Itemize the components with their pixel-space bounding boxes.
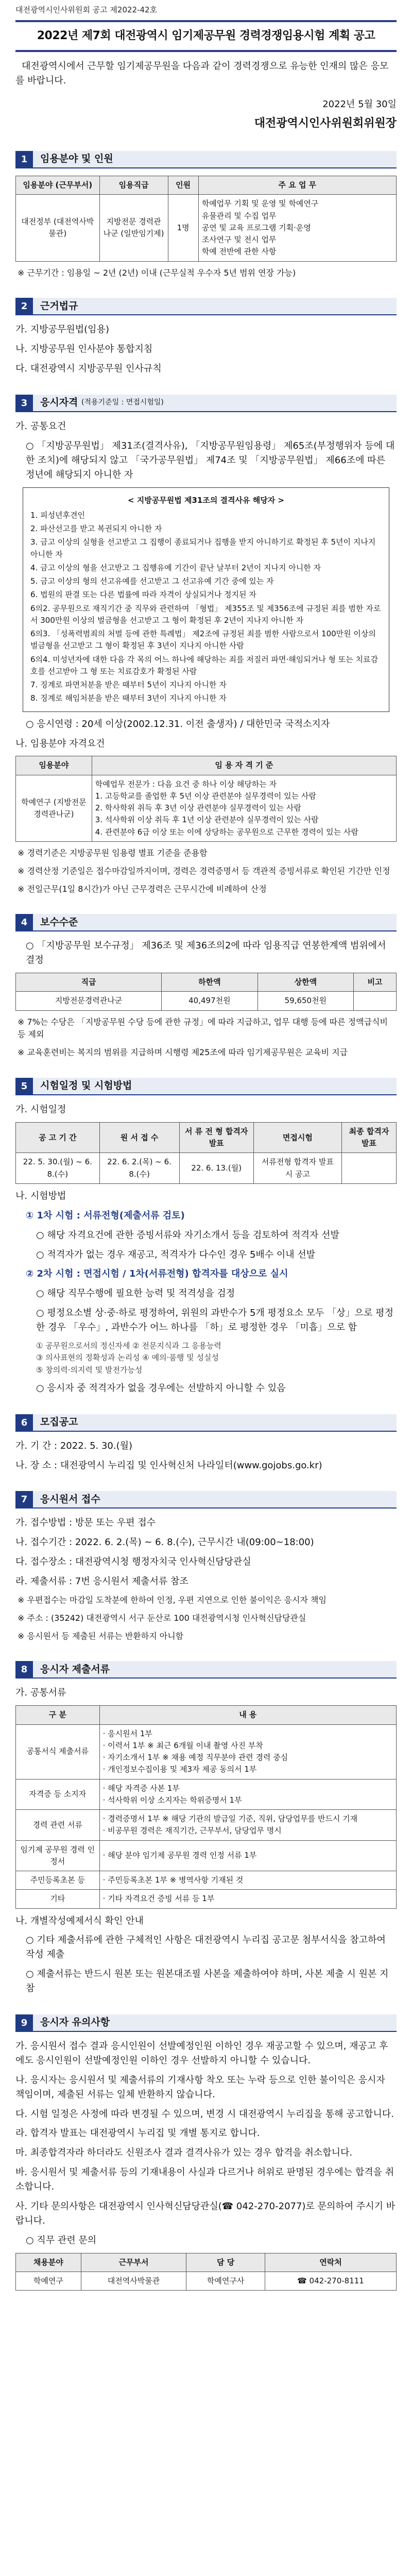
section-header-6: 6 모집공고	[15, 1414, 397, 1432]
recruitment-table: 임용분야 (근무부서) 임용직급 인원 주 요 업 무 대전정부 (대전역사박물관) 지방전문 경력관나군 (일반임기제) 1명 학예업무 기획 및 운영 및 학예연구 유물관리 및 수집 업무 공연 및 교육 프로그램 기획·운영 조사연구 및 전시 업무 학예 전반에 관한 사항	[15, 176, 397, 262]
section-header-7: 7 응시원서 접수	[15, 1491, 397, 1509]
documents-table: 구 분 내 용 공통서식 제출서류 · 응시원서 1부 · 이력서 1부 ※ 최근 6개월 이내 촬영 사진 부착 · 자기소개서 1부 ※ 채용 예정 직무분야 관련 경력 중심 · 개인정보수집이용 및 제3자 제공 동의서 1부 자격증 등 소지자 · 해당 자격증 사본 1부 · 석사학위 이상 소지자는 학위증명서 1부 경력 관련 서류 · 경력증명서 1부 ※ 해당 기관의 발급일 기준, 직위, 담당업무를 반드시 기재 · 비공무원 경력은 재직기간, 근무부서, 담당업무 명시 임기제 공무원 경력 인정서 · 해당 분야 임기제 공무원 경력 인정 서류 1부 주민등록초본 등 · 주민등록초본 1부 ※ 병역사항 기재된 것 기타 · 기타 자격요건 증빙 서류 등 1부	[15, 1705, 397, 1908]
notice-page: 대전광역시인사위원회 공고 제2022-42호 2022년 제7회 대전광역시 임기제공무원 경력경쟁임용시험 계획 공고 대전광역시에서 근무할 임기제공무원을 다음과 같이 경력경쟁으로 유능한 인재의 많은 응모를 바랍니다. 2022년 5월 30일 대전광역시인사위원회위원장 1 임용분야 및 인원 임용분야 (근무부서) 임용직급 인원 주 요 업 무 대전정부 (대전역사박물관) 지방전문 경력관나군 (일반임기제) 1명 학예업무 기획 및 운영 및 학예연구 유물관리 및 수집 업무 공연 및 교육 프로그램 기획·운영 조사연구 및 전시 업무 학예 전반에 관한 사항 ※ 근무기간 : 임용일 ~ 2년 (2년) 이내 (근무실적 우수자 5년 범위 연장 가능) 2 근거법규 가. 지방공무원법(임용) 나. 지방공무원 인사분야 통합지침 다. 대전광역시 지방공무원 인사규칙 3 응시자격 (적용기준일 : 면접시험일) 가. 공통요건 ○ 「지방공무원법」 제31조(결격사유), 「지방공무원임용령」 제65조(부정행위자 등에 대한 조치)에 해당되지 않고 「국가공무원법」 제74조 및 「지방공무원법」 제66조에 따른 정년에 해당되지 아니한 자 < 지방공무원법 제31조의 결격사유 해당자 > 1. 피성년후견인 2. 파산선고를 받고 복권되지 아니한 자 3. 금고 이상의 실형을 선고받고 그 집행이 종료되거나 집행을 받지 아니하기로 확정된 후 5년이 지나지 아니한 자 4. 금고 이상의 형을 선고받고 그 집행유예 기간이 끝난 날부터 2년이 지나지 아니한 자 5. 금고 이상의 형의 선고유예를 선고받고 그 선고유예 기간 중에 있는 자 6. 법원의 판결 또는 다른 법률에 따라 자격이 상실되거나 정지된 자 6의2. 공무원으로 재직기간 중 직무와 관련하여 「형법」 제355조 및 제356조에 규정된 죄를 범한 자로서 300만원 이상의 벌금형을 선고받고 그 형이 확정된 후 2년이 지나지 아니한 자 6의3. 「성폭력범죄의 처벌 등에 관한 특례법」 제2조에 규정된 죄를 범한 사람으로서 100만원 이상의 벌금형을 선고받고 그 형이 확정된 후 3년이 지나지 아니한 사람 6의4. 미성년자에 대한 다음 각 목의 어느 하나에 해당하는 죄를 저질러 파면·해임되거나 형 또는 치료감호를 선고받아 그 형 또는 치료감호가 확정된 사람 7. 징계로 파면처분을 받은 때부터 5년이 지나지 아니한 자 8. 징계로 해임처분을 받은 때부터 3년이 지나지 아니한 자 ○ 응시연령 : 20세 이상(2002.12.31. 이전 출생자) / 대한민국 국적소지자 나. 임용분야 자격요건 임용분야 임 용 자 격 기 준 학예연구 (지방전문경력관나군) 학예업무 전문가 : 다음 요건 중 하나 이상 해당하는 자 1. 고등학교를 졸업한 후 5년 이상 관련분야 실무경력이 있는 사람 2. 학사학위 취득 후 3년 이상 관련분야 실무경력이 있는 사람 3. 석사학위 이상 취득 후 1년 이상 관련분야 실무경력이 있는 사람 4. 관련분야 6급 이상 또는 이에 상당하는 공무원으로 근무한 경력이 있는 사람 ※ 경력기준은 지방공무원 임용령 별표 기준을 준용함 ※ 경력산정 기준일은 접수마감일까지이며, 경력은 경력증명서 등 객관적 증빙서류로 확인된 기간만 인정 ※ 전일근무(1일 8시간)가 아닌 근무경력은 근무시간에 비례하여 산정 4 보수수준 ○ 「지방공무원 보수규정」 제36조 및 제36조의2에 따라 임용직급 연봉한계액 범위에서 결정 직급 하한액 상한액 비고 지방전문경력관나군 40,497천원 59,650천원 ※ 7%는 수당은 「지방공무원 수당 등에 관한 규정」에 따라 지급하고, 업무 대행 등에 따른 정액급식비 등 제외 ※ 교육훈련비는 복지의 범위를 지급하며 시행령 제25조에 따라 임기제공무원은 교육비 지급 5 시험일정 및 시험방법 가. 시험일정 공 고 기 간 원 서 접 수 서 류 전 형 합격자 발표 면접시험 최종 합격자 발표 22. 5. 30.(월) ~ 6. 8.(수) 22. 6. 2.(목) ~ 6. 8.(수) 22. 6. 13.(월) 서류전형 합격자 발표 시 공고 나. 시험방법 ① 1차 시험 : 서류전형(제출서류 검토) ○ 해당 자격요건에 관한 증빙서류와 자기소개서 등을 검토하여 적격자 선발 ○ 적격자가 없는 경우 재공고, 적격자가 다수인 경우 5배수 이내 선발 ② 2차 시험 : 면접시험 / 1차(서류전형) 합격자를 대상으로 실시 ○ 해당 직무수행에 필요한 능력 및 적격성을 검정 ○ 평정요소별 상·중·하로 평정하여, 위원의 과반수가 5개 평정요소 모두 「상」으로 평정한 경우 「우수」, 과반수가 어느 하나를 「하」로 평정한 경우 「미흡」으로 함 ① 공무원으로서의 정신자세 ② 전문지식과 그 응용능력 ③ 의사표현의 정확성과 논리성 ④ 예의·품행 및 성실성 ⑤ 창의력·의지력 및 발전가능성 ○ 응시자 중 적격자가 없을 경우에는 선발하지 아니할 수 있음 6 모집공고 가. 기 간 : 2022. 5. 30.(월) 나. 장 소 : 대전광역시 누리집 및 인사혁신처 나라일터(www.gojobs.go.kr) 7 응시원서 접수 가. 접수방법 : 방문 또는 우편 접수 나. 접수기간 : 2022. 6. 2.(목) ~ 6. 8.(수), 근무시간 내(09:00~18:00) 다. 접수장소 : 대전광역시청 행정자치국 인사혁신담당관실 라. 제출서류 : 7번 응시원서 제출서류 참조 ※ 우편접수는 마감일 도착분에 한하여 인정, 우편 지연으로 인한 불이익은 응시자 책임 ※ 주소 : (35242) 대전광역시 서구 둔산로 100 대전광역시청 인사혁신담당관실 ※ 응시원서 등 제출된 서류는 반환하지 아니함 8 응시자 제출서류 가. 공통서류 구 분 내 용 공통서식 제출서류 · 응시원서 1부 · 이력서 1부 ※ 최근 6개월 이내 촬영 사진 부착 · 자기소개서 1부 ※ 채용 예정 직무분야 관련 경력 중심 · 개인정보수집이용 및 제3자 제공 동의서 1부 자격증 등 소지자 · 해당 자격증 사본 1부 · 석사학위 이상 소지자는 학위증명서 1부 경력 관련 서류 · 경력증명서 1부 ※ 해당 기관의 발급일 기준, 직위, 담당업무를 반드시 기재 · 비공무원 경력은 재직기간, 근무부서, 담당업무 명시 임기제 공무원 경력 인정서 · 해당 분야 임기제 공무원 경력 인정 서류 1부 주민등록초본 등 · 주민등록초본 1부 ※ 병역사항 기재된 것 기타 · 기타 자격요건 증빙 서류 등 1부 나. 개별작성예제서식 확인 안내 ○ 기타 제출서류에 관한 구체적인 사항은 대전광역시 누리집 공고문 첨부서식을 참고하여 작성 제출 ○ 제출서류는 반드시 원본 또는 원본대조필 사본을 제출하여야 하며, 사본 제출 시 원본 지참 9 응시자 유의사항 가. 응시원서 접수 결과 응시인원이 선발예정인원 이하인 경우 재공고할 수 있으며, 재공고 후에도 응시인원이 선발예정인원 이하인 경우 선발하지 아니할 수 있습니다. 나. 응시자는 응시원서 및 제출서류의 기재사항 착오 또는 누락 등으로 인한 불이익은 응시자 책임이며, 제출된 서류는 일체 반환하지 않습니다. 다. 시험 일정은 사정에 따라 변경될 수 있으며, 변경 시 대전광역시 누리집을 통해 공고합니다. 라. 합격자 발표는 대전광역시 누리집 및 개별 통지로 합니다. 마. 최종합격자라 하더라도 신원조사 결과 결격사유가 있는 경우 합격을 취소합니다. 바. 응시원서 및 제출서류 등의 기재내용이 사실과 다르거나 허위로 판명된 경우에는 합격을 취소합니다. 사. 기타 문의사항은 대전광역시 인사혁신담당관실(☎ 042-270-2077)로 문의하여 주시기 바랍니다. ○ 직무 관련 문의 채용분야 근무부서 담 당 연락처 학예연구 대전역사박물관 학예연구사 ☎ 042-270-8111	[0, 0, 412, 2576]
section-header-4: 4 보수수준	[15, 914, 397, 931]
section-header-5: 5 시험일정 및 시험방법	[15, 1078, 397, 1095]
notice-date: 2022년 5월 30일	[322, 99, 397, 110]
law-item: 다. 대전광역시 지방공무원 인사규칙	[15, 363, 162, 375]
notice-number: 대전광역시인사위원회 공고 제2022-42호	[15, 5, 158, 14]
law-item: 가. 지방공무원법(임용)	[15, 324, 109, 335]
issuing-org: 대전광역시인사위원회위원장	[254, 117, 397, 130]
intro-text: 대전광역시에서 근무할 임기제공무원을 다음과 같이 경력경쟁으로 유능한 인재의 많은 응모를 바랍니다.	[15, 61, 389, 87]
law-item: 나. 지방공무원 인사분야 통합지침	[15, 344, 153, 355]
section-header-1: 1 임용분야 및 인원	[15, 151, 397, 168]
disqualification-box: < 지방공무원법 제31조의 결격사유 해당자 > 1. 피성년후견인 2. 파산선고를 받고 복권되지 아니한 자 3. 금고 이상의 실형을 선고받고 그 집행이 종료되거나 집행을 받지 아니하기로 확정된 후 5년이 지나지 아니한 자 4. 금고 이상의 형을 선고받고 그 집행유예 기간이 끝난 날부터 2년이 지나지 아니한 자 5. 금고 이상의 형의 선고유예를 선고받고 그 선고유예 기간 중에 있는 자 6. 법원의 판결 또는 다른 법률에 따라 자격이 상실되거나 정지된 자 6의2. 공무원으로 재직기간 중 직무와 관련하여 「형법」 제355조 및 제356조에 규정된 죄를 범한 자로서 300만원 이상의 벌금형을 선고받고 그 형이 확정된 후 2년이 지나지 아니한 자 6의3. 「성폭력범죄의 처벌 등에 관한 특례법」 제2조에 규정된 죄를 범한 사람으로서 100만원 이상의 벌금형을 선고받고 그 형이 확정된 후 3년이 지나지 아니한 사람 6의4. 미성년자에 대한 다음 각 목의 어느 하나에 해당하는 죄를 저질러 파면·해임되거나 형 또는 치료감호를 선고받아 그 형 또는 치료감호가 확정된 사람 7. 징계로 파면처분을 받은 때부터 5년이 지나지 아니한 자 8. 징계로 해임처분을 받은 때부터 3년이 지나지 아니한 자	[23, 487, 389, 712]
page-title: 2022년 제7회 대전광역시 임기제공무원 경력경쟁임용시험 계획 공고	[15, 20, 397, 52]
contact-table: 채용분야 근무부서 담 당 연락처 학예연구 대전역사박물관 학예연구사 ☎ 042-270-8111	[15, 2253, 397, 2291]
section-header-3: 3 응시자격 (적용기준일 : 면접시험일)	[15, 395, 397, 412]
qualification-table: 임용분야 임 용 자 격 기 준 학예연구 (지방전문경력관나군) 학예업무 전문가 : 다음 요건 중 하나 이상 해당하는 자 1. 고등학교를 졸업한 후 5년 이상 관련분야 실무경력이 있는 사람 2. 학사학위 취득 후 3년 이상 관련분야 실무경력이 있는 사람 3. 석사학위 이상 취득 후 1년 이상 관련분야 실무경력이 있는 사람 4. 관련분야 6급 이상 또는 이에 상당하는 공무원으로 근무한 경력이 있는 사람	[15, 756, 397, 842]
section-header-9: 9 응시자 유의사항	[15, 2014, 397, 2032]
salary-table: 직급 하한액 상한액 비고 지방전문경력관나군 40,497천원 59,650천원	[15, 973, 397, 1011]
employment-period-note: ※ 근무기간 : 임용일 ~ 2년 (2년) 이내 (근무실적 우수자 5년 범위 연장 가능)	[18, 267, 296, 278]
section-header-2: 2 근거법규	[15, 298, 397, 315]
section-header-8: 8 응시자 제출서류	[15, 1661, 397, 1679]
schedule-table: 공 고 기 간 원 서 접 수 서 류 전 형 합격자 발표 면접시험 최종 합격자 발표 22. 5. 30.(월) ~ 6. 8.(수) 22. 6. 2.(목) ~ 6. 8.(수) 22. 6. 13.(월) 서류전형 합격자 발표 시 공고	[15, 1122, 397, 1184]
